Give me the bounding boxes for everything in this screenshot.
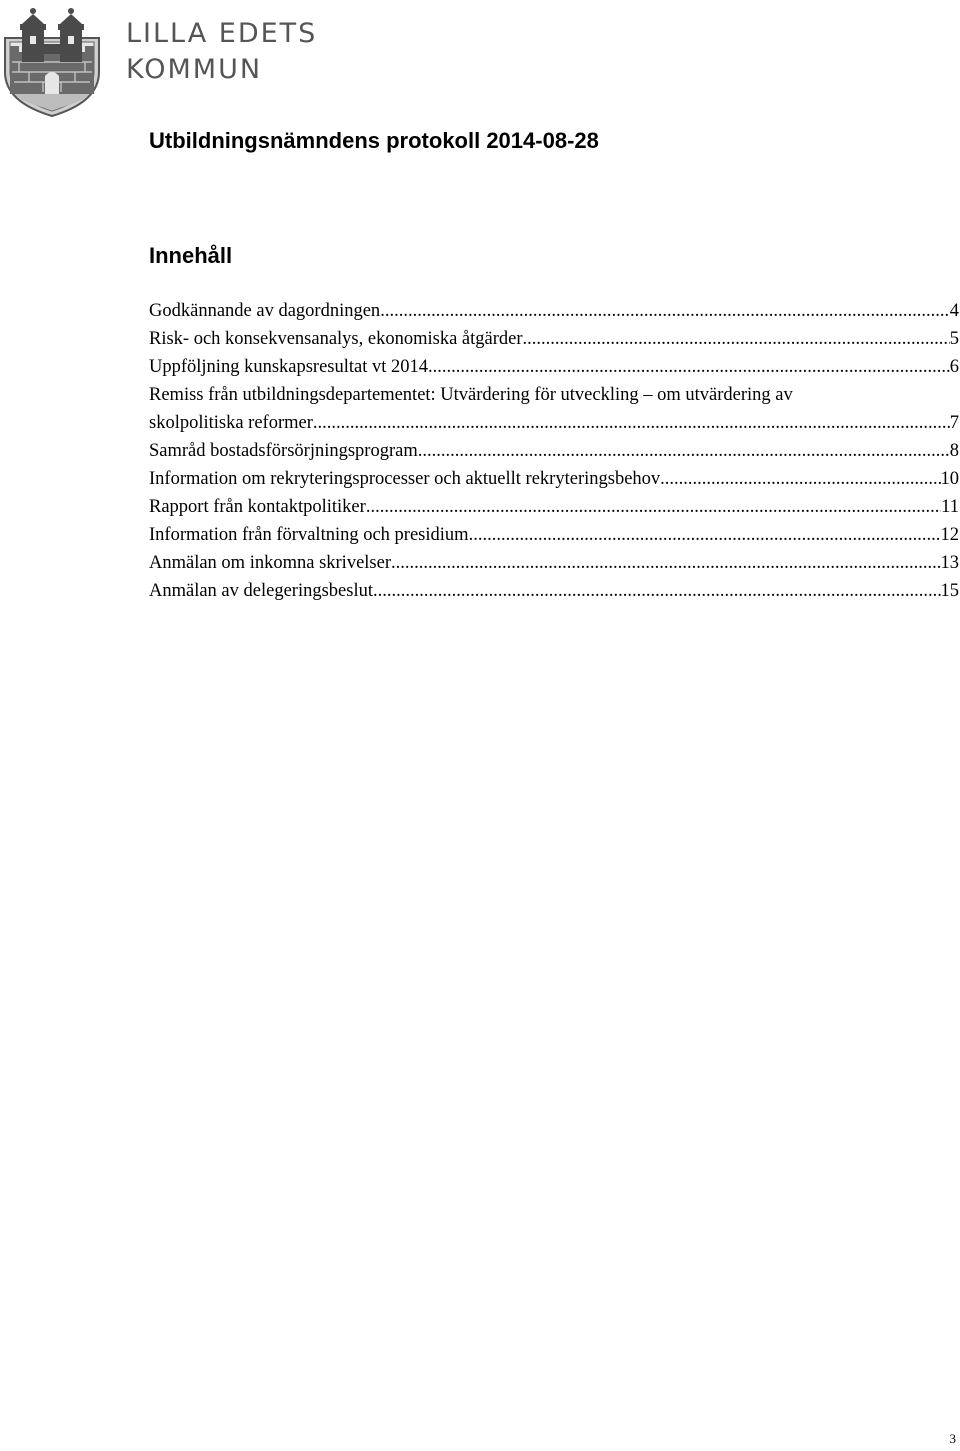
table-of-contents (149, 297, 959, 605)
header (0, 0, 320, 122)
municipal-crest-icon (3, 2, 101, 118)
toc-leader-dots (366, 493, 941, 521)
page-number: 3 (949, 1431, 956, 1446)
toc-entry[interactable] (149, 493, 959, 521)
toc-entry-page: 12 (940, 525, 959, 545)
toc-leader-dots (391, 549, 941, 577)
toc-entry-page: 13 (940, 553, 959, 573)
toc-entry-page: 6 (949, 357, 959, 377)
toc-entry[interactable] (149, 325, 959, 353)
toc-entry-title: Anmälan om inkomna skrivelser (149, 553, 391, 573)
toc-entry-page: 10 (940, 469, 959, 489)
toc-leader-dots (373, 577, 941, 605)
toc-heading: Innehåll (149, 243, 233, 268)
toc-entry-title-line1: Remiss från utbildningsdepartementet: Utvärdering för utveckling – om utvärdering av (149, 385, 793, 405)
toc-entry-title: Uppföljning kunskapsresultat vt 2014 (149, 357, 429, 377)
document-title: Utbildningsnämndens protokoll 2014-08-28 (149, 128, 599, 153)
toc-entry[interactable] (149, 521, 959, 549)
toc-entry-page: 7 (949, 413, 959, 433)
toc-entry[interactable] (149, 353, 959, 381)
toc-entry-page: 4 (949, 301, 959, 321)
toc-leader-dots (313, 409, 950, 437)
toc-entry-page: 5 (949, 329, 959, 349)
toc-entry-title: Rapport från kontaktpolitiker (149, 497, 366, 517)
toc-leader-dots (469, 521, 941, 549)
toc-entry[interactable] (149, 577, 959, 605)
toc-leader-dots (428, 353, 950, 381)
toc-leader-dots (523, 325, 950, 353)
toc-entry-title-line2: skolpolitiska reformer (149, 413, 313, 433)
toc-leader-dots (380, 297, 950, 325)
toc-entry[interactable] (149, 297, 959, 325)
organization-name-line1: LILLA EDETS (126, 18, 318, 49)
toc-entry-title: Risk- och konsekvensanalys, ekonomiska åtgärder (149, 329, 523, 349)
toc-entry[interactable] (149, 437, 959, 465)
toc-entry-title: Anmälan av delegeringsbeslut (149, 581, 373, 601)
toc-entry-page: 15 (940, 581, 959, 601)
toc-entry[interactable] (149, 549, 959, 577)
toc-entry-title: Samråd bostadsförsörjningsprogram (149, 441, 418, 461)
toc-leader-dots (660, 465, 940, 493)
toc-entry[interactable] (149, 465, 959, 493)
organization-name-line2: KOMMUN (126, 54, 263, 85)
toc-entry-title: Information om rekryteringsprocesser och aktuellt rekryteringsbehov (149, 469, 661, 489)
toc-entry-page: 11 (941, 497, 959, 517)
organization-name (126, 16, 317, 88)
toc-leader-dots (418, 437, 950, 465)
toc-entry-title: Information från förvaltning och presidium (149, 525, 469, 545)
toc-entry-page: 8 (949, 441, 959, 461)
toc-entry[interactable] (149, 381, 959, 437)
toc-entry-title: Godkännande av dagordningen (149, 301, 381, 321)
